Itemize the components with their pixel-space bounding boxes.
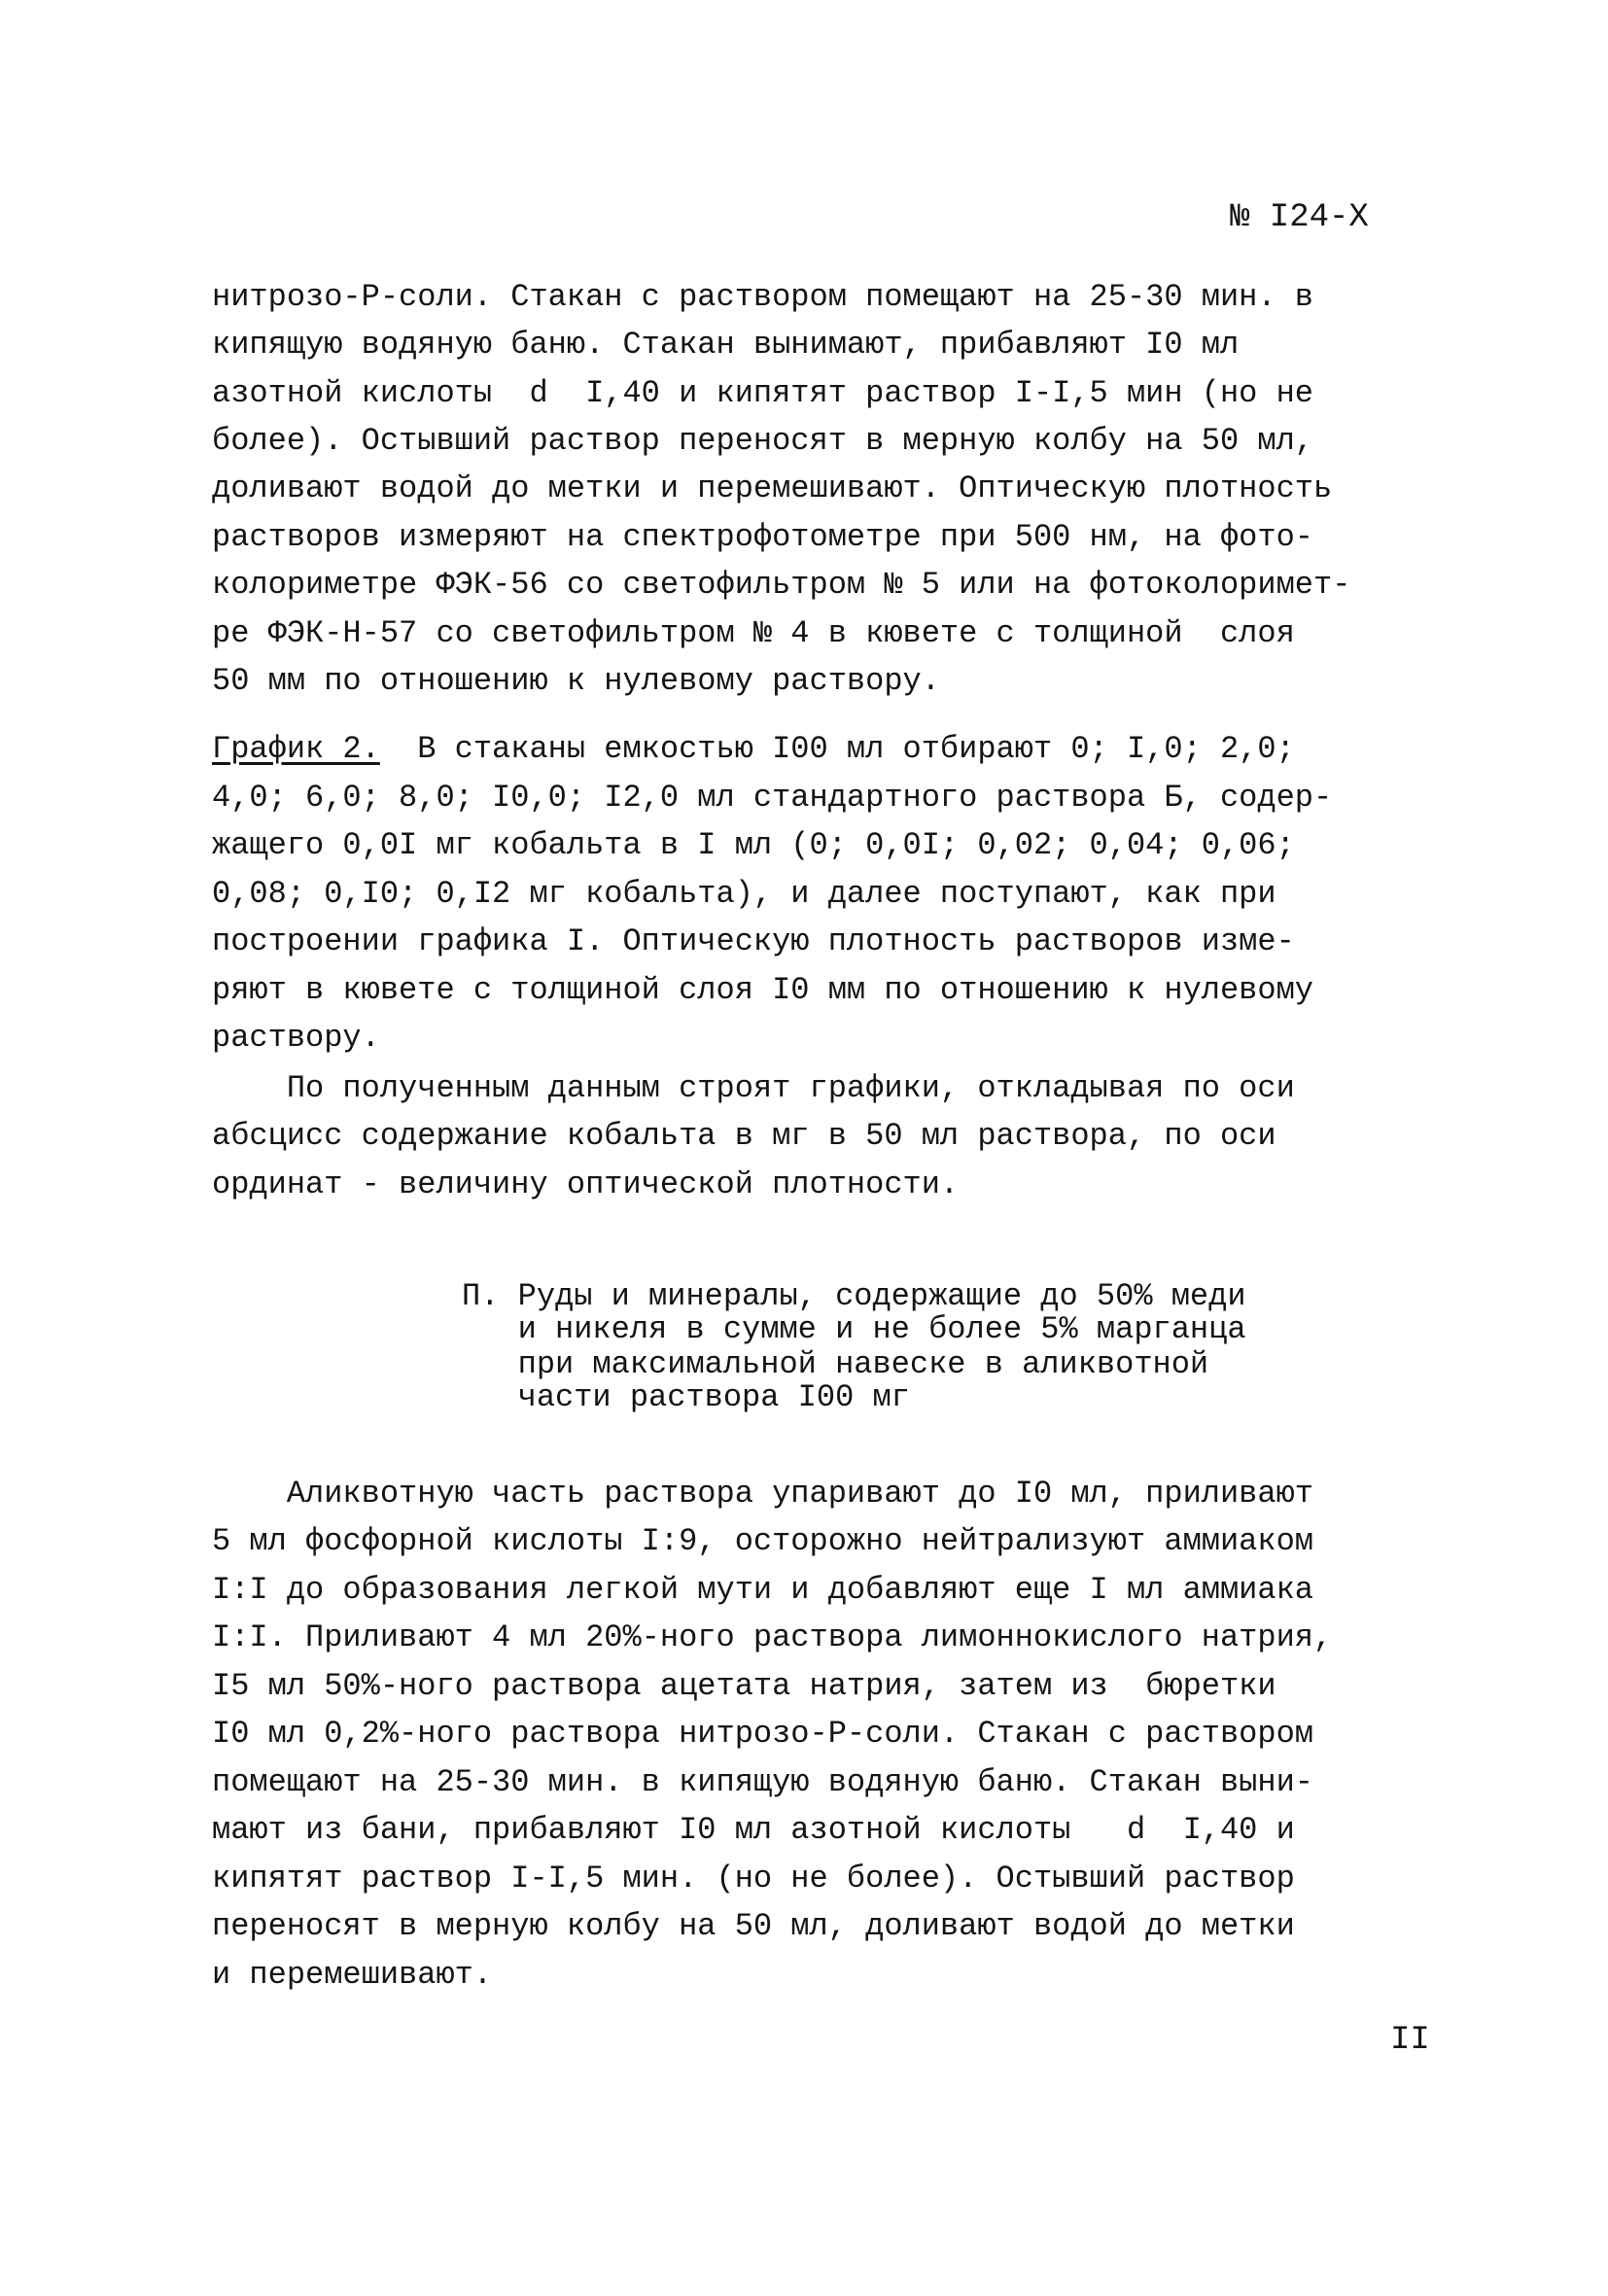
- heading-line: части раствора I00 мг: [462, 1379, 910, 1415]
- text-line-rest: В стаканы емкостью I00 мл отбирают 0; I,0; 2,0;: [379, 731, 1295, 767]
- text-line: кипящую водяную баню. Стакан вынимают, прибавляют I0 мл: [212, 327, 1240, 363]
- text-line: абсцисс содержание кобальта в мг в 50 мл раствора, по оси: [212, 1118, 1276, 1154]
- heading-line: П. Руды и минералы, содержащие до 50% меди: [462, 1278, 1246, 1314]
- text-line: более). Остывший раствор переносят в мерную колбу на 50 мл,: [212, 423, 1313, 459]
- text-line: ряют в кювете с толщиной слоя I0 мм по отношению к нулевому: [212, 972, 1313, 1008]
- text-line: помещают на 25-30 мин. в кипящую водяную баню. Стакан выни-: [212, 1764, 1313, 1800]
- text-line: Аликвотную часть раствора упаривают до I0 мл, приливают: [212, 1476, 1313, 1512]
- graph-label: График 2.: [212, 731, 380, 767]
- text-line: I:I. Приливают 4 мл 20%-ного раствора лимоннокислого натрия,: [212, 1619, 1333, 1655]
- text-line: кипятят раствор I-I,5 мин. (но не более). Остывший раствор: [212, 1861, 1295, 1896]
- text-line: 5 мл фосфорной кислоты I:9, осторожно нейтрализуют аммиаком: [212, 1523, 1313, 1559]
- text-line: мают из бани, прибавляют I0 мл азотной кислоты d I,40 и: [212, 1812, 1295, 1848]
- text-line: По полученным данным строят графики, откладывая по оси: [212, 1070, 1295, 1106]
- text-line: доливают водой до метки и перемешивают. Оптическую плотность: [212, 470, 1333, 506]
- heading-line: при максимальной навеске в аликвотной: [462, 1346, 1209, 1382]
- text-line: колориметре ФЭК-56 со светофильтром № 5 или на фотоколоримет-: [212, 567, 1351, 603]
- text-line: переносят в мерную колбу на 50 мл, доливают водой до метки: [212, 1908, 1295, 1944]
- page-number: II: [1390, 2022, 1430, 2059]
- text-line: жащего 0,0I мг кобальта в I мл (0; 0,0I; 0,02; 0,04; 0,06;: [212, 827, 1295, 863]
- text-line: нитрозо-Р-соли. Стакан с раствором помещают на 25-30 мин. в: [212, 279, 1313, 315]
- text-line: I0 мл 0,2%-ного раствора нитрозо-Р-соли. Стакан с раствором: [212, 1716, 1313, 1752]
- text-line: азотной кислоты d I,40 и кипятят раствор I-I,5 мин (но не: [212, 375, 1313, 411]
- text-line: растворов измеряют на спектрофотометре при 500 нм, на фото-: [212, 519, 1313, 555]
- text-line: I:I до образования легкой мути и добавляют еще I мл аммиака: [212, 1572, 1313, 1608]
- document-number: № I24-X: [1230, 199, 1369, 236]
- heading-line: и никеля в сумме и не более 5% марганца: [462, 1311, 1246, 1347]
- text-line: 0,08; 0,I0; 0,I2 мг кобальта), и далее поступают, как при: [212, 876, 1276, 912]
- text-line: ординат - величину оптической плотности.: [212, 1166, 960, 1202]
- text-line: ре ФЭК-Н-57 со светофильтром № 4 в кювете с толщиной слоя: [212, 615, 1295, 651]
- text-line: 4,0; 6,0; 8,0; I0,0; I2,0 мл стандартного раствора Б, содер-: [212, 780, 1333, 816]
- text-line: и перемешивают.: [212, 1957, 493, 1993]
- text-line: 50 мм по отношению к нулевому раствору.: [212, 663, 940, 699]
- text-line: раствору.: [212, 1020, 380, 1056]
- text-line: построении графика I. Оптическую плотность растворов изме-: [212, 923, 1295, 959]
- text-line: [212, 731, 1295, 767]
- text-line: I5 мл 50%-ного раствора ацетата натрия, затем из бюретки: [212, 1668, 1276, 1704]
